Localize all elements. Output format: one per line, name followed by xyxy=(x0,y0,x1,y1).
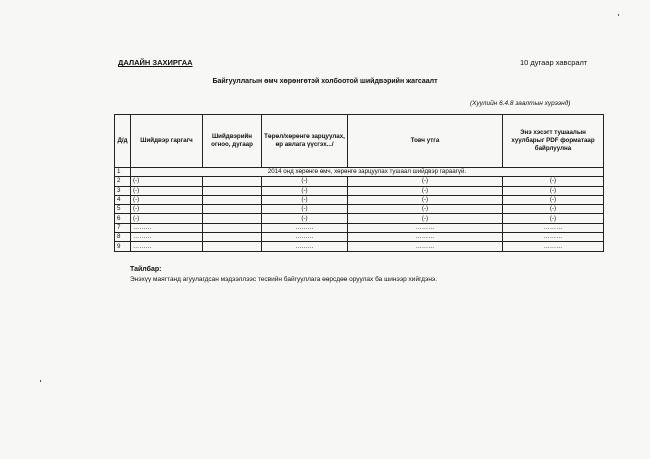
row-index: 5 xyxy=(115,205,131,214)
pdf-cell: ……… xyxy=(503,223,604,232)
issuer-cell: (-) xyxy=(131,177,203,186)
table-row xyxy=(115,186,604,195)
row-index: 6 xyxy=(115,214,131,223)
row-index: 4 xyxy=(115,195,131,204)
date-number-cell xyxy=(203,233,262,242)
table-row xyxy=(115,233,604,242)
issuer-cell: ……… xyxy=(131,233,203,242)
note-cell: 2014 онд хөрөнгө өмч, хөрөнгө зарцуулах тушаал шийдвэр гараагүй. xyxy=(131,168,604,177)
table-row xyxy=(115,214,604,223)
issuer-cell: (-) xyxy=(131,195,203,204)
date-number-cell xyxy=(203,186,262,195)
annex-label: 10 дугаар хавсралт xyxy=(520,58,588,67)
remark-title: Тайлбар: xyxy=(130,266,162,273)
pdf-cell: ……… xyxy=(503,233,604,242)
date-number-cell xyxy=(203,177,262,186)
organization-name: ДАЛАЙН ЗАХИРГАА xyxy=(118,58,193,67)
date-number-cell xyxy=(203,205,262,214)
document-title: Байгууллагын өмч хөрөнгөтэй холбоотой шийдвэрийн жагсаалт xyxy=(212,78,438,85)
type-cell: (-) xyxy=(262,177,348,186)
column-header: Энэ хэсэгт тушаалын хуулбарыг PDF форматаар байрлуулна xyxy=(503,115,604,168)
summary-cell: (-) xyxy=(348,195,503,204)
column-header: Товч утга xyxy=(348,115,503,168)
table-header-row xyxy=(115,115,604,168)
row-index: 7 xyxy=(115,223,131,232)
summary-cell: (-) xyxy=(348,214,503,223)
type-cell: ……… xyxy=(262,233,348,242)
issuer-cell: (-) xyxy=(131,205,203,214)
table-row xyxy=(115,242,604,251)
decisions-table xyxy=(114,114,604,252)
column-header: Д/д xyxy=(115,115,131,168)
summary-cell: ……… xyxy=(348,242,503,251)
row-index: 3 xyxy=(115,186,131,195)
type-cell: (-) xyxy=(262,205,348,214)
issuer-cell: ……… xyxy=(131,223,203,232)
type-cell: ……… xyxy=(262,242,348,251)
row-index: 8 xyxy=(115,233,131,242)
summary-cell: ……… xyxy=(348,223,503,232)
table-row xyxy=(115,205,604,214)
table-row xyxy=(115,223,604,232)
law-reference: (Хуулийн 6.4.8 заалтын хүрээнд) xyxy=(470,100,571,107)
scan-speck xyxy=(40,380,41,382)
issuer-cell: ……… xyxy=(131,242,203,251)
column-header: Шийдвэр гаргагч xyxy=(131,115,203,168)
date-number-cell xyxy=(203,195,262,204)
table-row xyxy=(115,195,604,204)
summary-cell: (-) xyxy=(348,205,503,214)
summary-cell: (-) xyxy=(348,177,503,186)
scan-speck xyxy=(618,14,619,16)
summary-cell: ……… xyxy=(348,233,503,242)
remark-text: Энэхүү маягтанд агуулагдсан мэдээллээс тесвийн байгууллага өөрсдөө оруулах ба шинээр хийгдэнэ. xyxy=(130,276,438,283)
column-header: Шийдвэрийн огноо, дугаар xyxy=(203,115,262,168)
type-cell: (-) xyxy=(262,195,348,204)
column-header: Төрөл/хөрөнгө зарцуулах, өр авлага үүсгэх.../ xyxy=(262,115,348,168)
date-number-cell xyxy=(203,214,262,223)
pdf-cell: (-) xyxy=(503,214,604,223)
row-index: 1 xyxy=(115,168,131,177)
date-number-cell xyxy=(203,242,262,251)
summary-cell: (-) xyxy=(348,186,503,195)
table-row xyxy=(115,168,604,177)
issuer-cell: (-) xyxy=(131,186,203,195)
pdf-cell: (-) xyxy=(503,195,604,204)
row-index: 2 xyxy=(115,177,131,186)
issuer-cell: (-) xyxy=(131,214,203,223)
date-number-cell xyxy=(203,223,262,232)
pdf-cell: (-) xyxy=(503,186,604,195)
pdf-cell: (-) xyxy=(503,177,604,186)
type-cell: ……… xyxy=(262,223,348,232)
row-index: 9 xyxy=(115,242,131,251)
pdf-cell: (-) xyxy=(503,205,604,214)
pdf-cell: ……… xyxy=(503,242,604,251)
table-row xyxy=(115,177,604,186)
type-cell: (-) xyxy=(262,186,348,195)
type-cell: (-) xyxy=(262,214,348,223)
